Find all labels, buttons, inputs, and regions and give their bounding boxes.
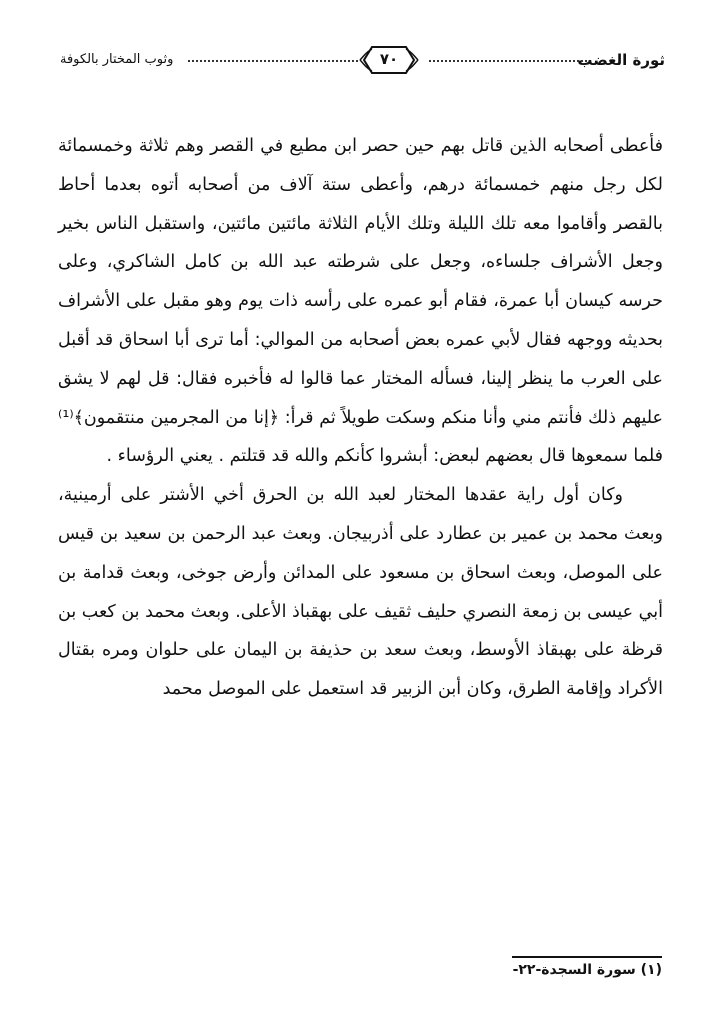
page-header xyxy=(60,40,665,80)
paragraph: فأعطى أصحابه الذين قاتل بهم حين حصر ابن مطيع في القصر وهم ثلاثة وخمسمائة لكل رجل منهم خمسمائة درهم، وأعطى ستة آلاف من أصحابه أتوه بعدما أحاط بالقصر وأقاموا معه تلك الليلة وتلك الأيام الثلاثة مائتين مائتين، واستقبل الناس بخير وجعل الأشراف جلساءه، وجعل على شرطته عبد الله بن كامل الشاكري، وعلى حرسه كيسان أبا عمرة، فقام أبو عمره على رأسه ذات يوم وهو مقبل على الأشراف بحديثه ووجهه فقال لأبي عمره بعض أصحابه من الموالي: أما ترى أبا اسحاق قد أقبل على العرب ما ينظر إلينا، فسأله المختار عما قالوا له فأخبره فقال: قل لهم لا يشق عليهم ذلك فأنتم مني وأنا منكم وسكت طويلاً ثم قرأ: ﴿إنا من المجرمين منتقمون﴾⁽¹⁾ فلما سمعوها قال بعضهم لبعض: أبشروا كأنكم والله قد قتلتم . يعني الرؤساء . xyxy=(58,136,663,467)
header-leader-left xyxy=(188,60,358,62)
main-text xyxy=(58,127,663,709)
header-leader-right xyxy=(429,60,587,62)
page-number-badge xyxy=(358,41,420,79)
paragraph: وكان أول راية عقدها المختار لعبد الله بن الحرق أخي الأشتر على أرمينية، وبعث محمد بن عمير بن عطارد على أذربيجان. وبعث عبد الرحمن بن سعيد بن قيس على الموصل، وبعث اسحاق بن مسعود على المدائن وأرض جوخى، وبعث قدامة بن أبي عيسى بن زمعة النصري حليف ثقيف على بهقباذ الأعلى. وبعث محمد بن كعب بن قرظة على بهبقاذ الأوسط، وبعث سعد بن حذيفة بن اليمان على حلوان ومره بقتال الأكراد وإقامة الطرق، وكان أبن الزبير قد استعمل على الموصل محمد xyxy=(58,485,663,700)
chapter-title: ثورة الغضب xyxy=(577,51,665,69)
book-subtitle: وثوب المختار بالكوفة xyxy=(60,52,174,67)
page-number: ٧٠ xyxy=(379,50,399,68)
footnote-divider xyxy=(512,956,662,958)
footnote: (١) سورة السجدة-٢٢- xyxy=(512,962,662,978)
